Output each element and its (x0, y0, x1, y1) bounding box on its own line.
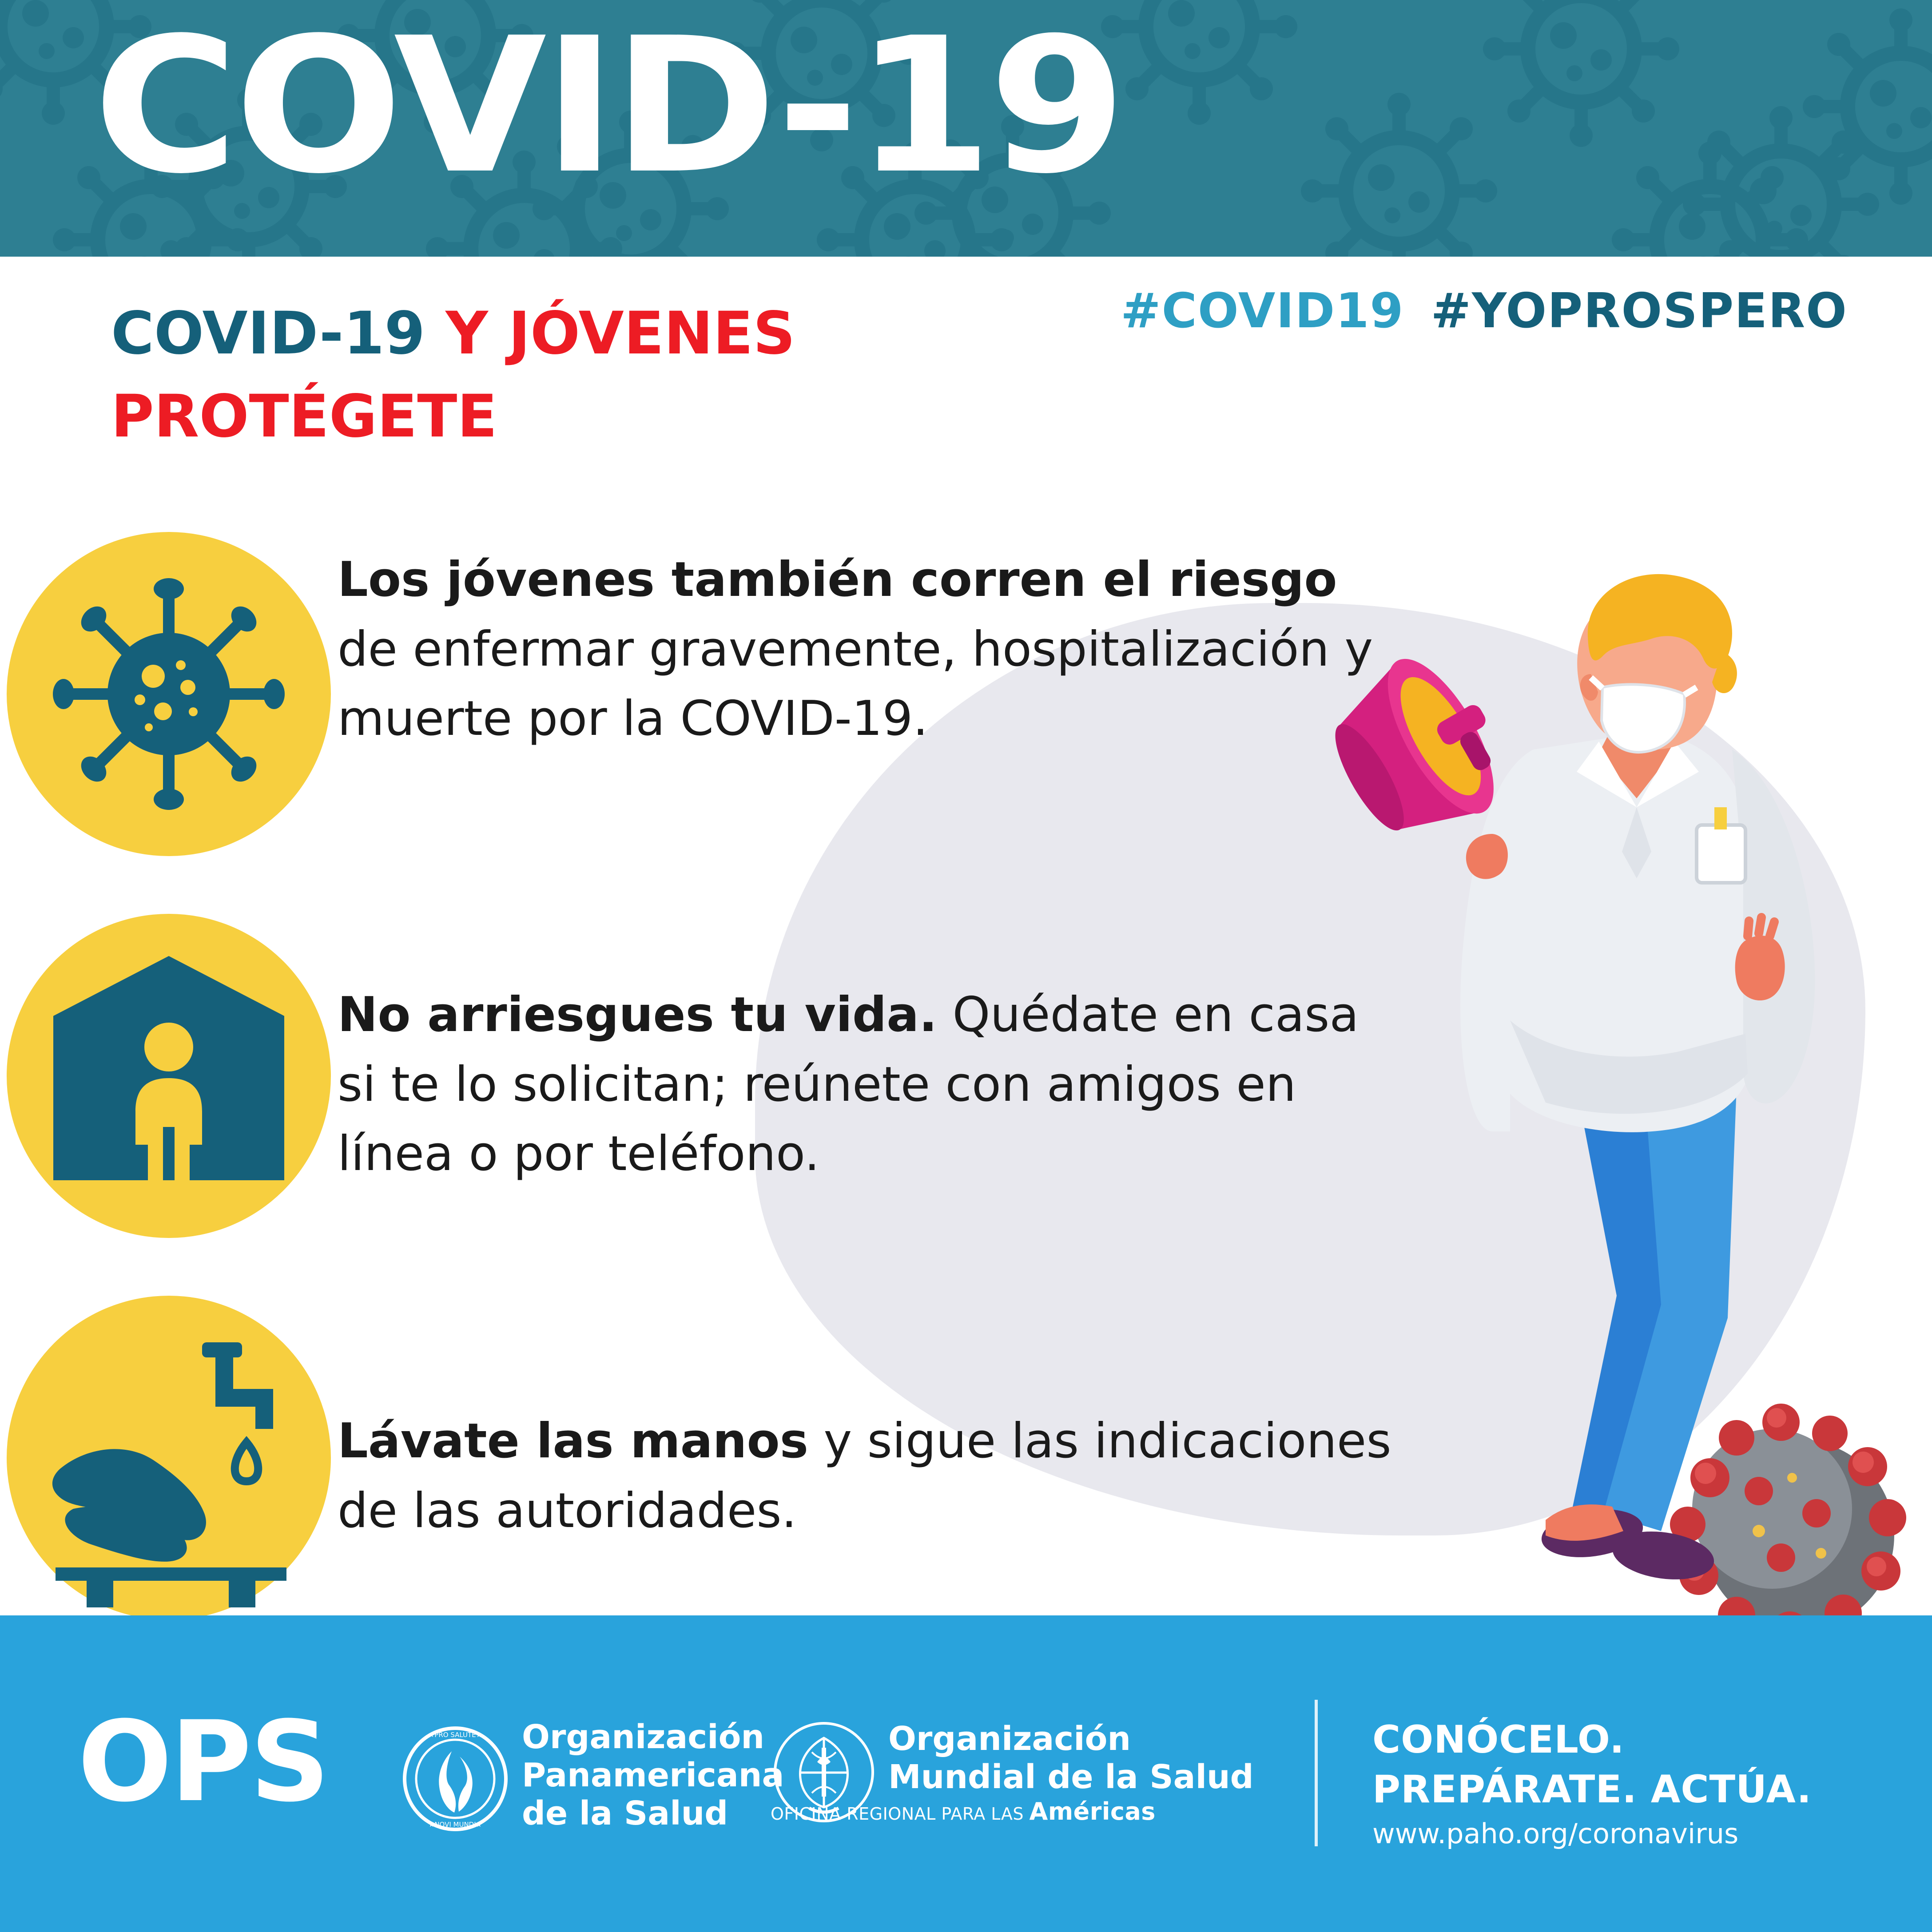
icon-circle (7, 532, 331, 856)
paho-seal-icon (402, 1726, 509, 1832)
bullet-icon-wrapper (0, 532, 338, 856)
paho-name-line1: Organización (522, 1718, 765, 1756)
main-content (0, 257, 1932, 1615)
paho-name-line3: de la Salud (522, 1794, 728, 1833)
svg-text:★NOVI MUNDI★: ★NOVI MUNDI★ (428, 1821, 482, 1829)
icon-circle (7, 1296, 331, 1615)
page-title: COVID-19 (93, 0, 1123, 215)
svg-text:★PRO SALUTE★: ★PRO SALUTE★ (428, 1731, 482, 1739)
list-item (0, 532, 1599, 856)
header-banner (0, 0, 1932, 257)
list-item-text (338, 914, 1403, 1189)
footer-divider (1315, 1700, 1318, 1846)
who-sub-prefix: OFICINA REGIONAL PARA LAS (771, 1804, 1030, 1824)
list-item-text-rest: de enfermar gravemente, hospitalización y muerte por la COVID-19. (338, 621, 1373, 747)
hashtags (1121, 283, 1848, 339)
footer-url[interactable]: www.paho.org/coronavirus (1372, 1817, 1739, 1850)
wash-hands-icon (7, 1296, 331, 1615)
icon-circle (7, 914, 331, 1238)
coronavirus-icon (7, 532, 331, 856)
list-item (0, 914, 1599, 1238)
list-item (0, 1296, 1599, 1615)
footer (0, 1615, 1932, 1932)
footer-slogan (1372, 1715, 1812, 1815)
who-name-line1: Organización (888, 1720, 1131, 1758)
list-item-text (338, 1296, 1403, 1546)
headline (111, 292, 795, 459)
list-item-text-rest: Quédate en casa si te lo solicitan; reúnete con amigos en línea o por teléfono. (338, 987, 1359, 1182)
list-item-text-rest: y sigue las indicaciones de las autoridades. (338, 1413, 1391, 1539)
list-item-text (338, 532, 1403, 754)
list-item-text-bold: Lávate las manos (338, 1413, 809, 1469)
bullet-icon-wrapper (0, 914, 338, 1238)
hashtag-covid19: #COVID19 (1121, 283, 1404, 339)
who-name-line2: Mundial de la Salud (888, 1757, 1254, 1796)
slogan-line2: PREPÁRATE. ACTÚA. (1372, 1767, 1812, 1812)
paho-name-line2: Panamericana (522, 1756, 784, 1794)
headline-line1-part2: Y JÓVENES (445, 299, 795, 368)
hashtag-yoprospero: #YOPROSPERO (1431, 283, 1848, 339)
bullet-icon-wrapper (0, 1296, 338, 1615)
who-name (888, 1720, 1254, 1797)
bullet-list (0, 532, 1599, 1615)
list-item-text-bold: Los jóvenes también corren el riesgo (338, 552, 1337, 607)
ops-logo: OPS (78, 1697, 328, 1826)
headline-line2: PROTÉGETE (111, 382, 497, 451)
slogan-line1: CONÓCELO. (1372, 1718, 1625, 1762)
paho-name (522, 1718, 784, 1833)
who-sub-bold: Américas (1029, 1797, 1156, 1825)
who-regional-office (771, 1797, 1156, 1825)
list-item-text-bold: No arriesgues tu vida. (338, 987, 938, 1043)
headline-line1-part1: COVID-19 (111, 299, 446, 368)
stay-home-shield-icon (7, 914, 331, 1238)
